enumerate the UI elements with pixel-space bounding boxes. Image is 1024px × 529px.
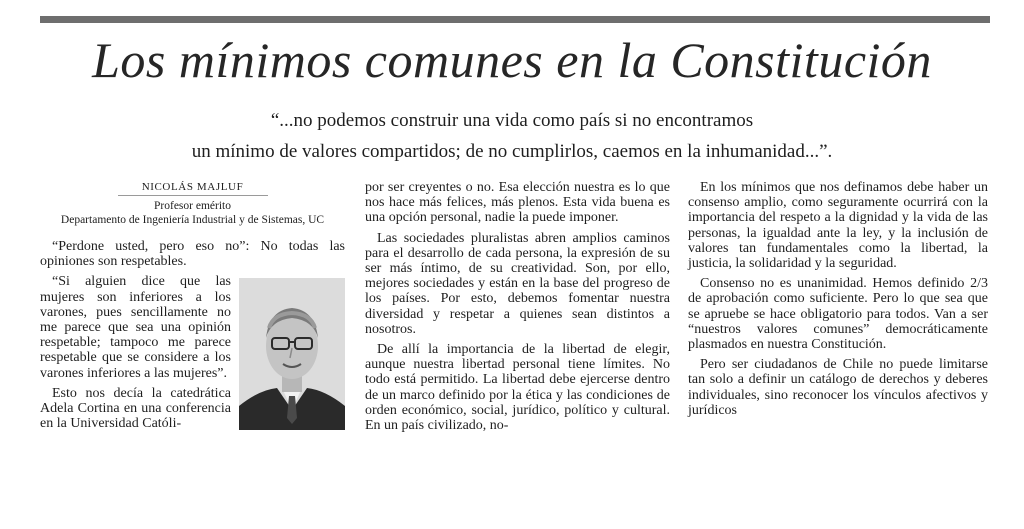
author-portrait-icon xyxy=(239,278,345,430)
paragraph: “Si alguien dice que las mujeres son inferiores a los varones, pues sencillamente no me parece que sea una opinión respetable; tampoco me parece respetable que se considere a los varones inferiores a las mujeres”. xyxy=(40,274,231,381)
author-department: Departamento de Ingeniería Industrial y de Sistemas, UC xyxy=(60,214,325,226)
paragraph: “Perdone usted, pero eso no”: No todas las opiniones son respetables. xyxy=(40,239,345,270)
column-3 xyxy=(688,180,988,423)
pull-quote-line-1: “...no podemos construir una vida como país si no encontramos xyxy=(270,110,754,131)
paragraph: En los mínimos que nos definamos debe haber un consenso amplio, como seguramente ocurrirá con la importancia del respeto a la dignidad y la vida de las personas, la igualdad ante la ley, y la inclusión de valores tan fundamentales como la libertad, la justicia, la solidaridad y la seguridad. xyxy=(688,180,988,272)
top-rule xyxy=(40,16,990,23)
paragraph: Las sociedades pluralistas abren amplios caminos para el desarrollo de cada persona, la expresión de su ser más íntimo, de su creatividad. Son, por ello, mejores sociedades y están en la base del progreso de los países. Por esto, debemos fomentar nuestra diversidad y respetar a quienes sean distintos a nosotros. xyxy=(365,230,670,337)
headline: Los mínimos comunes en la Constitución xyxy=(92,32,932,88)
pull-quote-line-2: un mínimo de valores compartidos; de no cumplirlos, caemos en la inhumanidad...”. xyxy=(191,141,833,162)
column-1 xyxy=(40,180,345,436)
author-title: Profesor emérito xyxy=(154,200,231,212)
paragraph: Pero ser ciudadanos de Chile no puede limitarse tan solo a definir un catálogo de derechos y deberes individuales, sino reconocer los vínculos afectivos y jurídicos xyxy=(688,357,988,418)
column-2 xyxy=(365,180,670,438)
paragraph: por ser creyentes o no. Esa elección nuestra es lo que nos hace más felices, más plenos. Esta vida buena es una opción personal, nadie la puede imponer. xyxy=(365,180,670,226)
author-photo xyxy=(239,278,345,430)
author-name: NICOLÁS MAJLUF xyxy=(118,180,268,196)
pull-quote xyxy=(60,105,964,167)
paragraph: De allí la importancia de la libertad de elegir, aunque nuestra libertad personal tiene límites. No todo está permitido. La libertad debe ejercerse dentro de un marco definido por la ética y las condiciones de orden económico, social, jurídico, político y cultural. En un país civilizado, no- xyxy=(365,342,670,434)
paragraph: Consenso no es unanimidad. Hemos definido 2/3 de aprobación como suficiente. Pero lo que sea que se apruebe se hace obligatorio para todos. Van a ser “nuestros valores comunes” democráticamente plasmados en nuestra Constitución. xyxy=(688,276,988,353)
paragraph: Esto nos decía la catedrática Adela Cortina en una conferencia en la Universidad Católi- xyxy=(40,385,231,432)
